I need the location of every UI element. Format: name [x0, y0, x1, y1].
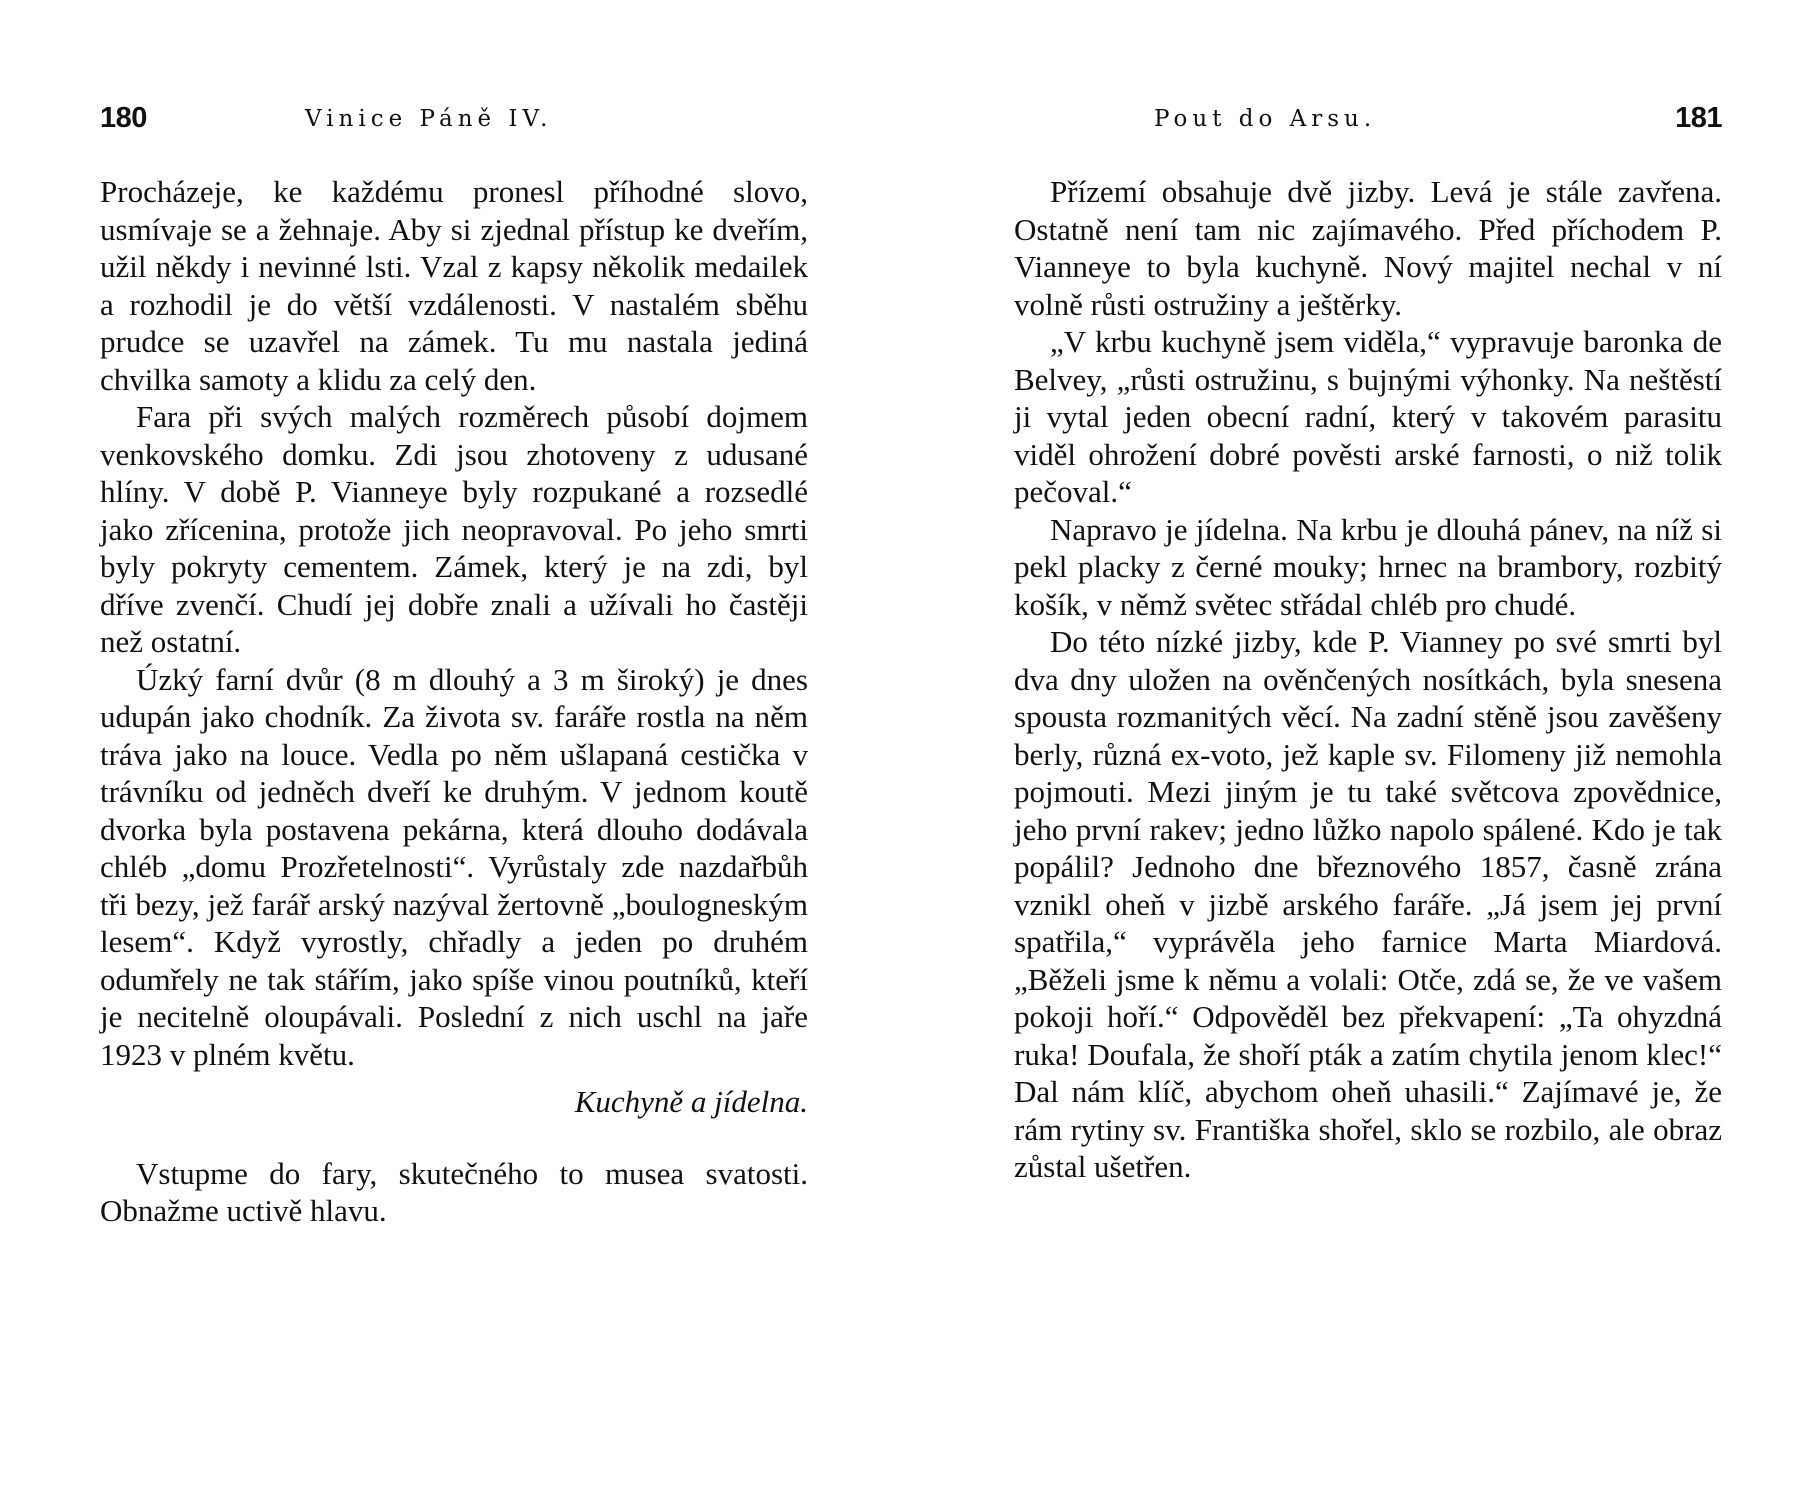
- left-closing-paragraph: Vstupme do fary, skutečného to musea svatosti. Obnažme uctivě hlavu.: [100, 1155, 808, 1228]
- left-running-head: [100, 100, 808, 140]
- section-heading: Kuchyně a jídelna.: [574, 1084, 808, 1119]
- left-paragraph-1: Procházeje, ke každému pronesl příhodné slovo, usmívaje se a žehnaje. Aby si zjednal přístup ke dveřím, užil někdy i nevinné lsti. Vzal z kapsy několik medailek a rozhodil je do větší vzdálenosti. V nastalém sběhu prudce se uzavřel na zámek. Tu mu nastala jediná chvilka samoty a klidu za celý den.: [100, 174, 808, 397]
- right-paragraph-4: Do této nízké jizby, kde P. Vianney po své smrti byl dva dny uložen na ověnčených nosítkách, byla snesena spousta rozmanitých věcí. Na zadní stěně jsou zavěšeny berly, různá ex-voto, jež kaple sv. Filomeny již nemohla pojmouti. Mezi jiným je tu také světcova zpovědnice, jeho první rakev; jedno lůžko napolo spálené. Kdo je tak popálil? Jednoho dne březnového 1857, časně zrána vznikl oheň v jizbě arského faráře. „Já jsem jej první spatřila,“ vyprávěla jeho farnice Marta Miardová. „Běželi jsme k němu a volali: Otče, zdá se, že ve vašem pokoji hoří.“ Odpověděl bez překvapení: „Ta ohyzdná ruka! Doufala, že shoří pták a zatím chytila jenom klec!“ Dal nám klíč, abychom oheň uhasili.“ Zajímavé je, že rám rytiny sv. Františka shořel, sklo se rozbilo, ale obraz zůstal ušetřen.: [1014, 624, 1722, 1184]
- right-body-text: [1014, 173, 1722, 1186]
- right-running-head: [1014, 100, 1722, 140]
- left-paragraph-2: Fara při svých malých rozměrech působí dojmem venkovského domku. Zdi jsou zhotoveny z udusané hlíny. V době P. Vianneye byly rozpukané a rozsedlé jako zřícenina, protože jich neopravoval. Po jeho smrti byly pokryty cementem. Zámek, který je na zdi, byl dříve zvenčí. Chudí jej dobře znali a užívali ho častěji než ostatní.: [100, 399, 808, 659]
- right-header-title: Pout do Arsu.: [1154, 106, 1377, 132]
- left-paragraph-3: Úzký farní dvůr (8 m dlouhý a 3 m široký) je dnes udupán jako chodník. Za života sv. faráře rostla na něm tráva jako na louce. Vedla po něm ušlapaná cestička v trávníku od jedněch dveří ke druhým. V jednom koutě dvorka byla postavena pekárna, která dlouho dodávala chléb „domu Prozřetelnosti“. Vyrůstaly zde nazdařbůh tři bezy, jež farář arský nazýval žertovně „boulogneským lesem“. Když vyrostly, chřadly a jeden po druhém odumřely ne tak stářím, jako spíše vinou poutníků, kteří je necitelně oloupávali. Poslední z nich uschl na jaře 1923 v plném květu.: [100, 661, 808, 1072]
- left-header-title: Vinice Páně IV.: [305, 106, 553, 132]
- right-paragraph-1: Přízemí obsahuje dvě jizby. Levá je stále zavřena. Ostatně není tam nic zajímavého. Před příchodem P. Vianneye to byla kuchyně. Nový majitel nechal v ní volně růsti ostružiny a ještěrky.: [1014, 174, 1722, 322]
- right-paragraph-2: „V krbu kuchyně jsem viděla,“ vypravuje baronka de Belvey, „růsti ostružinu, s bujnými výhonky. Na neštěstí ji vytal jeden obecní radní, který v takovém parasitu viděl ohrožení dobré pověsti arské farnosti, o niž tolik pečoval.“: [1014, 324, 1722, 509]
- right-page: [908, 0, 1816, 1500]
- right-paragraph-3: Napravo je jídelna. Na krbu je dlouhá pánev, na níž si pekl placky z černé mouky; hrnec na brambory, rozbitý košík, v němž světec střádal chléb pro chudé.: [1014, 511, 1722, 622]
- left-body-text: [100, 173, 808, 1230]
- left-page-number: 180: [100, 102, 147, 134]
- right-page-number: 181: [1675, 102, 1722, 134]
